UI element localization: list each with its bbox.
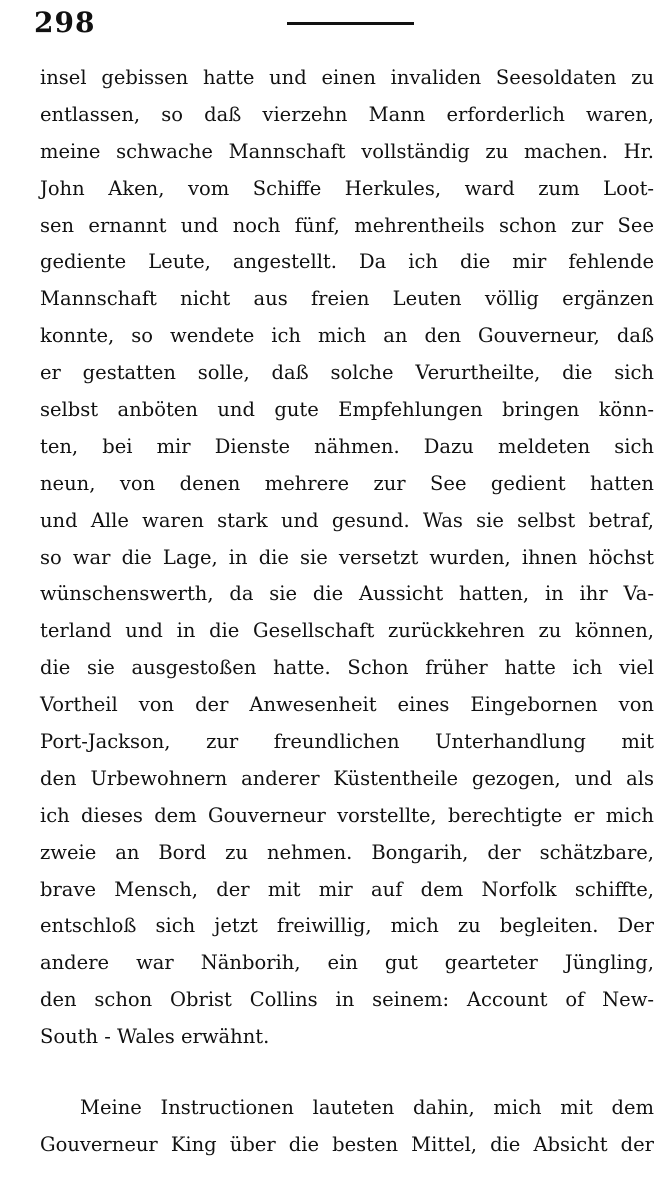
text-line: entschloß sich jetzt freiwillig, mich zu begleiten. Der: [40, 914, 654, 938]
page-number: 298: [34, 6, 96, 39]
text-line: entlassen, so daß vierzehn Mann erforderlich waren,: [40, 102, 654, 126]
text-line: terland und in die Gesellschaft zurückkehren zu können,: [40, 619, 654, 643]
text-line: die sie ausgestoßen hatte. Schon früher hatte ich viel: [40, 656, 654, 680]
text-line: so war die Lage, in die sie versetzt wurden, ihnen höchst: [40, 545, 654, 569]
text-line: meine schwache Mannschaft vollständig zu machen. Hr.: [40, 139, 654, 163]
text-line: er gestatten solle, daß solche Verurtheilte, die sich: [40, 361, 654, 385]
text-line: wünschenswerth, da sie die Aussicht hatten, in ihr Va-: [40, 582, 654, 606]
text-line: Vortheil von der Anwesenheit eines Eingebornen von: [40, 693, 654, 717]
text-line: Gouverneur King über die besten Mittel, die Absicht der: [40, 1132, 654, 1156]
text-line: zweie an Bord zu nehmen. Bongarih, der schätzbare,: [40, 840, 654, 864]
paragraph-2: [40, 1090, 654, 1164]
text-line: gediente Leute, angestellt. Da ich die mir fehlende: [40, 250, 654, 274]
text-line: Meine Instructionen lauteten dahin, mich mit dem: [80, 1096, 654, 1119]
header-rule: [287, 22, 414, 25]
paragraph-1: [40, 60, 654, 1056]
text-line: Mannschaft nicht aus freien Leuten völlig ergänzen: [40, 287, 654, 311]
text-line: selbst anböten und gute Empfehlungen bringen könn-: [40, 398, 654, 422]
text-line: sen ernannt und noch fünf, mehrentheils schon zur See: [40, 213, 654, 237]
text-line: Port-Jackson, zur freundlichen Unterhandlung mit: [40, 730, 654, 754]
text-line: brave Mensch, der mit mir auf dem Norfolk schiffte,: [40, 877, 654, 901]
text-line: insel gebissen hatte und einen invaliden Seesoldaten zu: [40, 66, 654, 89]
text-line: ten, bei mir Dienste nähmen. Dazu meldeten sich: [40, 434, 654, 458]
text-line: ich dieses dem Gouverneur vorstellte, berechtigte er mich: [40, 803, 654, 827]
text-line: South - Wales erwähnt.: [40, 1025, 270, 1049]
text-line: neun, von denen mehrere zur See gedient hatten: [40, 471, 654, 495]
text-line: konnte, so wendete ich mich an den Gouverneur, daß: [40, 324, 654, 348]
text-line: den Urbewohnern anderer Küstentheile gezogen, und als: [40, 766, 654, 790]
text-line: den schon Obrist Collins in seinem: Account of New-: [40, 988, 654, 1012]
text-line: und Alle waren stark und gesund. Was sie selbst betraf,: [40, 508, 654, 532]
text-line: John Aken, vom Schiffe Herkules, ward zum Loot-: [40, 176, 654, 200]
text-line: andere war Nänborih, ein gut gearteter Jüngling,: [40, 951, 654, 975]
